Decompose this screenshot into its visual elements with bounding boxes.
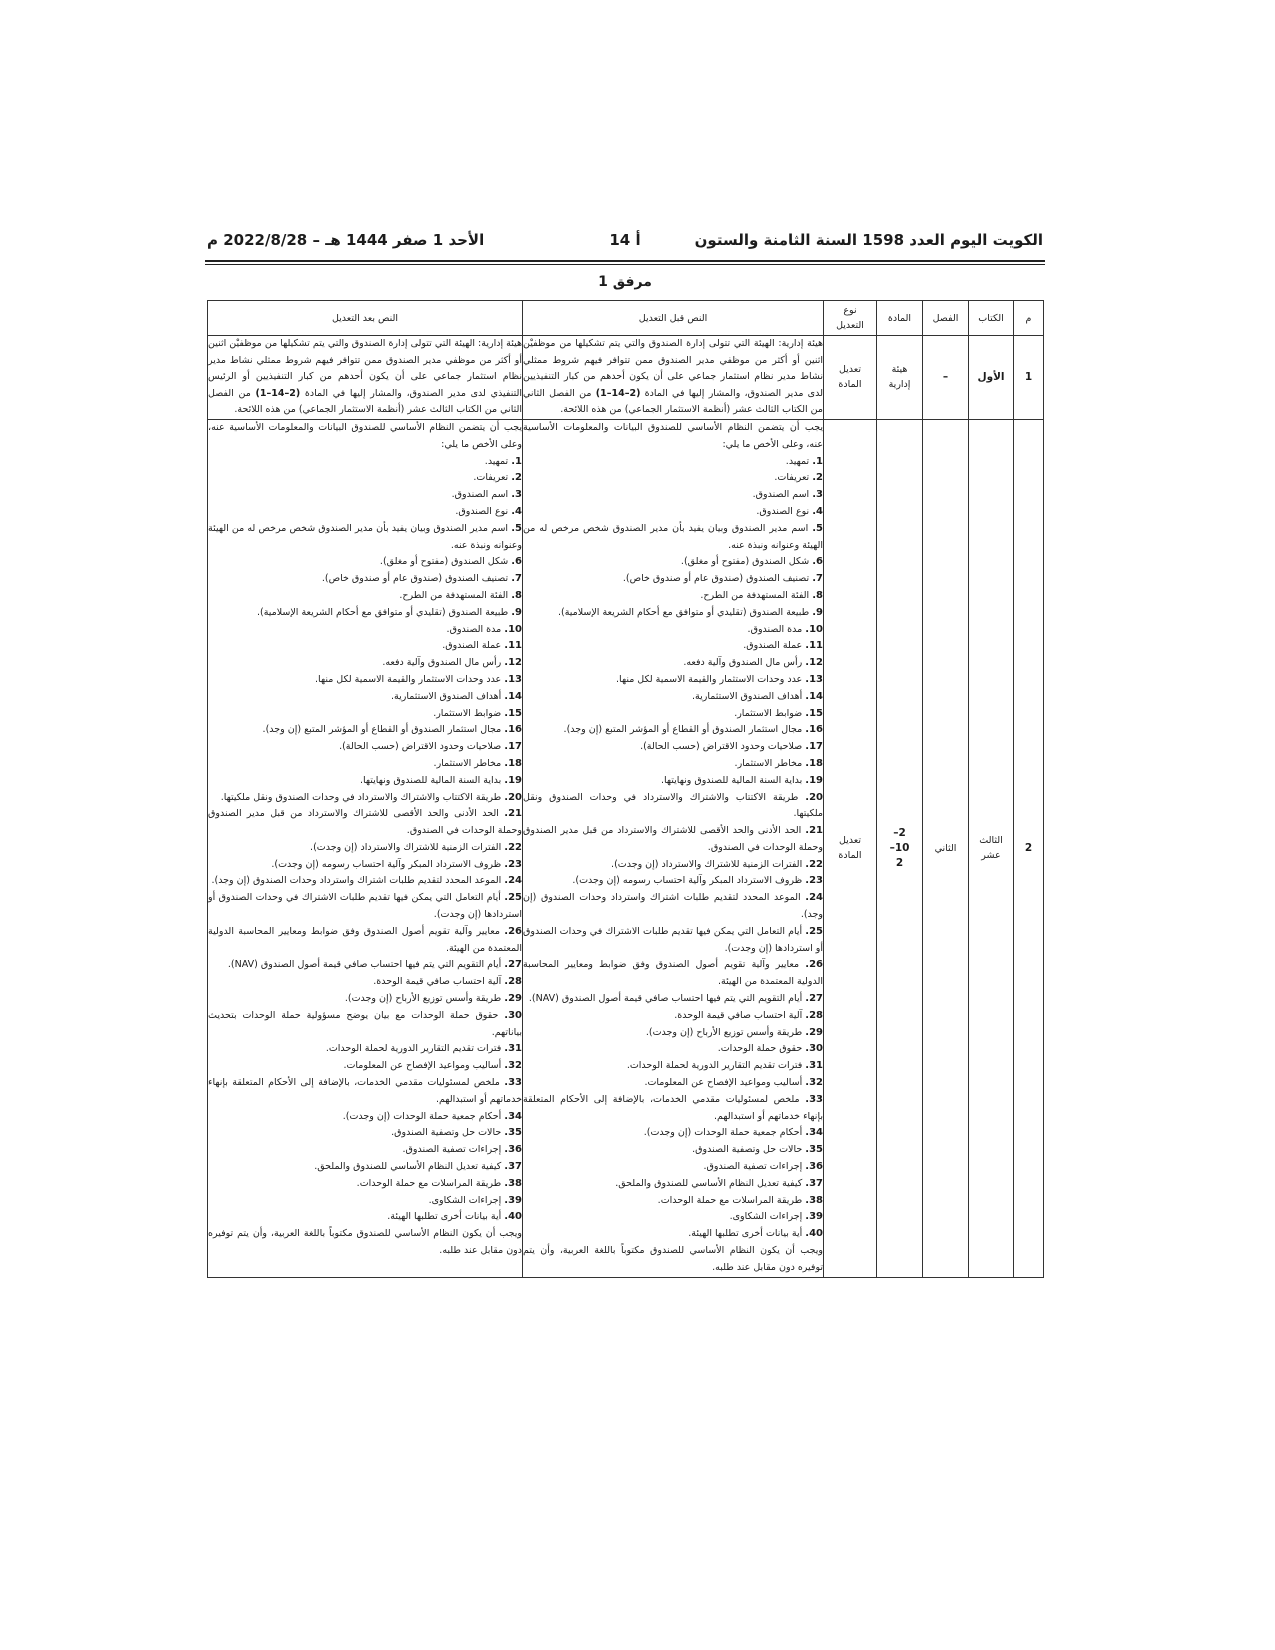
article-reference: (2–14–1) xyxy=(595,387,641,399)
list-item xyxy=(523,1193,823,1210)
list-item xyxy=(208,806,522,840)
list-item-number: 37. xyxy=(805,1177,823,1189)
table-header-row xyxy=(208,301,1044,336)
issue-info: الكويت اليوم العدد 1598 السنة الثامنة والستون xyxy=(694,231,1043,249)
list-item xyxy=(523,1125,823,1142)
list-item-text: معايير وآلية تقويم أصول الصندوق وفق ضوابط ومعايير المحاسبة الدولية المعتمدة من الهيئة. xyxy=(523,959,823,988)
list-item-text: طريقة وأسس توزيع الأرباح (إن وجدت). xyxy=(344,993,502,1005)
list-item-text: مدة الصندوق. xyxy=(747,623,803,635)
list-item-number: 18. xyxy=(504,757,522,769)
list-item xyxy=(523,1008,823,1025)
list-item xyxy=(523,1142,823,1159)
list-item xyxy=(208,1142,522,1159)
header-book: الكتاب xyxy=(969,301,1014,336)
list-item-text: شكل الصندوق (مفتوح أو مغلق). xyxy=(680,556,810,568)
text-after-cell xyxy=(208,336,523,420)
list-item-text: كيفية تعديل النظام الأساسي للصندوق والملحق. xyxy=(314,1161,502,1173)
list-item xyxy=(523,1092,823,1126)
list-item-text: الفترات الزمنية للاشتراك والاسترداد (إن وجدت). xyxy=(611,858,803,870)
list-item-text: ملخص لمسئوليات مقدمي الخدمات، بالإضافة إلى الأحكام المتعلقة بإنهاء خدماتهم أو استبدالهم. xyxy=(523,1093,823,1122)
list-item-text: الموعد المحدد لتقديم طلبات اشتراك واسترداد وحدات الصندوق (إن وجد). xyxy=(523,892,823,921)
list-item-number: 8. xyxy=(511,589,522,601)
list-item-text: اسم الصندوق. xyxy=(451,489,509,501)
list-item-text: الموعد المحدد لتقديم طلبات اشتراك واسترداد وحدات الصندوق (إن وجد). xyxy=(211,875,502,887)
list-item-text: صلاحيات وحدود الاقتراض (حسب الحالة). xyxy=(640,741,803,753)
list-item xyxy=(208,470,522,487)
list-item-text: تصنيف الصندوق (صندوق عام أو صندوق خاص). xyxy=(622,573,810,585)
row-chapter: الثاني xyxy=(934,842,957,854)
list-item xyxy=(208,1041,522,1058)
list-item xyxy=(523,487,823,504)
list-item-text: طريقة المراسلات مع حملة الوحدات. xyxy=(356,1177,502,1189)
list-item-number: 11. xyxy=(504,640,522,652)
row-book-cell xyxy=(969,419,1014,1277)
header-chapter: الفصل xyxy=(923,301,969,336)
list-item xyxy=(523,957,823,991)
list-item xyxy=(208,840,522,857)
list-item-text: تمهيد. xyxy=(484,455,509,467)
list-item-number: 1. xyxy=(812,455,823,467)
list-item-number: 21. xyxy=(504,808,522,820)
list-item xyxy=(208,605,522,622)
list-item-number: 20. xyxy=(504,791,522,803)
row-chapter-cell xyxy=(923,419,969,1277)
list-item-text: نوع الصندوق. xyxy=(756,505,810,517)
header-article: المادة xyxy=(877,301,923,336)
row-book: الثالث عشر xyxy=(979,835,1003,862)
attachment-title: مرفق 1 xyxy=(598,274,652,290)
list-item-text: اسم مدير الصندوق وبيان يفيد بأن مدير الصندوق شخص مرخص له من الهيئة وعنوانه ونبذة عنه. xyxy=(208,522,522,551)
list-item-number: 30. xyxy=(504,1009,522,1021)
row-article-cell xyxy=(877,336,923,420)
list-item-text: ظروف الاسترداد المبكر وآلية احتساب رسومه (إن وجدت). xyxy=(572,875,803,887)
list-item-text: الحد الأدنى والحد الأقصى للاشتراك والاسترداد من قبل مدير الصندوق وحملة الوحدات في الصندوق. xyxy=(523,825,823,853)
list-item-number: 14. xyxy=(805,690,823,702)
list-item xyxy=(208,924,522,958)
list-item-text: آلية احتساب صافي قيمة الوحدة. xyxy=(674,1009,803,1021)
list-item-number: 2. xyxy=(812,472,823,484)
article-reference: (2–14–1) xyxy=(255,387,301,399)
list-item-text: فترات تقديم التقارير الدورية لحملة الوحدات. xyxy=(626,1060,803,1072)
list-item-text: معايير وآلية تقويم أصول الصندوق وفق ضوابط ومعايير المحاسبة الدولية المعتمدة من الهيئة. xyxy=(208,925,522,954)
list-item-number: 22. xyxy=(805,858,823,870)
list-item-number: 30. xyxy=(805,1043,823,1055)
list-item xyxy=(208,1008,522,1042)
list-item-text: عملة الصندوق. xyxy=(442,640,502,652)
list-item-text: أيام التقويم التي يتم فيها احتساب صافي قيمة أصول الصندوق (NAV). xyxy=(227,959,502,971)
list-item xyxy=(523,924,823,958)
list-item-number: 5. xyxy=(511,522,522,534)
list-item xyxy=(208,706,522,723)
list-item-number: 31. xyxy=(805,1060,823,1072)
list-item-text: حالات حل وتصفية الصندوق. xyxy=(391,1127,502,1139)
list-item-number: 16. xyxy=(805,724,823,736)
list-item-text: إجراءات تصفية الصندوق. xyxy=(703,1161,803,1173)
list-item-text: طبيعة الصندوق (تقليدي أو متوافق مع أحكام الشريعة الإسلامية). xyxy=(256,606,509,618)
row-type: تعديل المادة xyxy=(838,364,862,391)
list-item xyxy=(208,739,522,756)
list-item-text: أية بيانات أخرى تطلبها الهيئة. xyxy=(387,1211,502,1223)
list-item-number: 16. xyxy=(504,724,522,736)
list-item-number: 17. xyxy=(504,741,522,753)
list-item-text: رأس مال الصندوق وآلية دفعه. xyxy=(683,657,803,669)
list-item xyxy=(523,554,823,571)
list-item-text: حقوق حملة الوحدات. xyxy=(717,1043,803,1055)
table-row xyxy=(208,419,1044,1277)
list-item-text: طريقة الاكتتاب والاشتراك والاسترداد في وحدات الصندوق ونقل ملكيتها. xyxy=(220,791,502,803)
list-item-number: 13. xyxy=(805,673,823,685)
header-double-rule xyxy=(205,260,1045,265)
row-book: الأول xyxy=(977,371,1005,384)
list-item-number: 27. xyxy=(504,959,522,971)
list-item xyxy=(523,588,823,605)
list-item-number: 9. xyxy=(511,606,522,618)
list-item-text: طريقة وأسس توزيع الأرباح (إن وجدت). xyxy=(645,1026,803,1038)
list-item-number: 10. xyxy=(805,623,823,635)
list-item-number: 4. xyxy=(511,505,522,517)
list-item-text: فترات تقديم التقارير الدورية لحملة الوحدات. xyxy=(325,1043,502,1055)
list-item-number: 33. xyxy=(805,1093,824,1105)
list-item-number: 37. xyxy=(504,1161,522,1173)
list-item xyxy=(523,722,823,739)
text-before-intro: يجب أن يتضمن النظام الأساسي للصندوق البيانات والمعلومات الأساسية عنه، وعلى الأخص ما يلي: xyxy=(523,421,823,450)
list-item-text: طبيعة الصندوق (تقليدي أو متوافق مع أحكام الشريعة الإسلامية). xyxy=(557,606,810,618)
row-article-cell xyxy=(877,419,923,1277)
header-no: م xyxy=(1014,301,1044,336)
text-after-closing: ويجب أن يكون النظام الأساسي للصندوق مكتوباً باللغة العربية، وأن يتم توفيره دون مقابل عند طلبه. xyxy=(208,1228,522,1257)
list-item-number: 24. xyxy=(805,892,823,904)
list-item-text: رأس مال الصندوق وآلية دفعه. xyxy=(382,657,502,669)
list-item xyxy=(523,890,823,924)
text-after-items xyxy=(208,454,522,1227)
text-after-paragraph xyxy=(208,336,522,419)
list-item-number: 32. xyxy=(805,1077,823,1089)
list-item xyxy=(208,722,522,739)
list-item xyxy=(208,521,522,555)
list-item-number: 33. xyxy=(504,1077,522,1089)
list-item xyxy=(523,470,823,487)
list-item xyxy=(208,1075,522,1109)
list-item-text: بداية السنة المالية للصندوق ونهايتها. xyxy=(360,774,502,786)
list-item-number: 39. xyxy=(805,1211,823,1223)
list-item xyxy=(523,689,823,706)
list-item-text: مخاطر الاستثمار. xyxy=(734,757,803,769)
list-item-text: طريقة المراسلات مع حملة الوحدات. xyxy=(657,1194,803,1206)
list-item xyxy=(208,1193,522,1210)
list-item-number: 10. xyxy=(504,623,522,635)
list-item-number: 22. xyxy=(504,841,522,853)
list-item-text: الفئة المستهدفة من الطرح. xyxy=(399,589,509,601)
list-item-number: 31. xyxy=(504,1043,522,1055)
list-item xyxy=(523,773,823,790)
list-item-number: 4. xyxy=(812,505,823,517)
list-item xyxy=(523,873,823,890)
list-item-number: 7. xyxy=(812,573,823,585)
list-item-text: ظروف الاسترداد المبكر وآلية احتساب رسومه (إن وجدت). xyxy=(271,858,502,870)
list-item-number: 38. xyxy=(504,1177,522,1189)
header-type-cell xyxy=(824,301,877,336)
list-item xyxy=(523,706,823,723)
header-before: النص قبل التعديل xyxy=(523,301,824,336)
text-after-cell xyxy=(208,419,523,1277)
issue-date: الأحد 1 صفر 1444 هـ – 2022/8/28 م xyxy=(207,231,485,249)
text-before-cell xyxy=(523,336,824,420)
list-item xyxy=(208,873,522,890)
list-item-text: الفترات الزمنية للاشتراك والاسترداد (إن وجدت). xyxy=(310,841,502,853)
list-item xyxy=(523,521,823,555)
text-before-closing: ويجب أن يكون النظام الأساسي للصندوق مكتوباً باللغة العربية، وأن يتم توفيره دون مقابل عند طلبه. xyxy=(523,1245,823,1273)
list-item xyxy=(208,790,522,807)
list-item-number: 13. xyxy=(504,673,522,685)
list-item-text: إجراءات الشكاوى. xyxy=(729,1211,803,1223)
page-number: أ 14 xyxy=(609,231,641,249)
list-item xyxy=(523,638,823,655)
list-item-number: 18. xyxy=(805,757,823,769)
list-item xyxy=(523,454,823,471)
list-item xyxy=(208,504,522,521)
list-item xyxy=(523,672,823,689)
list-item-number: 24. xyxy=(504,875,522,887)
list-item xyxy=(523,1209,823,1226)
text-before-cell xyxy=(523,419,824,1277)
list-item-number: 26. xyxy=(805,959,823,971)
list-item xyxy=(208,957,522,974)
row-chapter-cell xyxy=(923,336,969,420)
list-item-text: نوع الصندوق. xyxy=(455,505,509,517)
list-item-number: 14. xyxy=(504,690,522,702)
list-item-text: عدد وحدات الاستثمار والقيمة الاسمية لكل منها. xyxy=(616,673,803,685)
list-item xyxy=(208,554,522,571)
list-item-number: 28. xyxy=(805,1009,823,1021)
list-item-text: الفئة المستهدفة من الطرح. xyxy=(700,589,810,601)
list-item xyxy=(208,773,522,790)
list-item xyxy=(208,974,522,991)
list-item-text: تعريفات. xyxy=(774,472,810,484)
list-item-number: 17. xyxy=(805,741,823,753)
list-item-number: 3. xyxy=(511,489,522,501)
list-item-number: 23. xyxy=(805,875,823,887)
list-item-number: 12. xyxy=(504,657,522,669)
row-type-cell xyxy=(824,336,877,420)
list-item xyxy=(523,504,823,521)
list-item-number: 7. xyxy=(511,573,522,585)
table-row xyxy=(208,336,1044,420)
list-item-number: 32. xyxy=(504,1060,522,1072)
list-item xyxy=(523,1058,823,1075)
list-item xyxy=(208,655,522,672)
list-item xyxy=(208,1058,522,1075)
list-item-text: بداية السنة المالية للصندوق ونهايتها. xyxy=(661,774,803,786)
list-item-text: ضوابط الاستثمار. xyxy=(734,707,803,719)
list-item-number: 29. xyxy=(504,993,522,1005)
list-item xyxy=(208,672,522,689)
list-item-number: 34. xyxy=(504,1110,522,1122)
list-item xyxy=(523,991,823,1008)
list-item xyxy=(523,790,823,824)
list-item-number: 15. xyxy=(805,707,823,719)
list-item xyxy=(208,1176,522,1193)
list-item xyxy=(523,1226,823,1243)
list-item-text: أساليب ومواعيد الإفصاح عن المعلومات. xyxy=(343,1060,502,1072)
list-item-number: 6. xyxy=(812,556,823,568)
header-type: نوع التعديل xyxy=(836,305,864,331)
row-type-cell xyxy=(824,419,877,1277)
list-item-text: أيام التقويم التي يتم فيها احتساب صافي قيمة أصول الصندوق (NAV). xyxy=(528,993,803,1005)
list-item-number: 35. xyxy=(805,1144,823,1156)
row-book-cell xyxy=(969,336,1014,420)
row-article: 2–10–2 xyxy=(889,826,910,869)
text-before-paragraph xyxy=(523,336,823,419)
list-item-number: 34. xyxy=(805,1127,823,1139)
list-item xyxy=(208,689,522,706)
list-item-number: 3. xyxy=(812,489,823,501)
list-item xyxy=(208,991,522,1008)
list-item xyxy=(208,1109,522,1126)
list-item-text: ضوابط الاستثمار. xyxy=(433,707,502,719)
list-item xyxy=(523,622,823,639)
header-after: النص بعد التعديل xyxy=(208,301,523,336)
list-item-number: 6. xyxy=(511,556,522,568)
row-no: 2 xyxy=(1024,842,1033,855)
text-after-post: من الفصل الثاني من الكتاب الثالث عشر (أنظمة الاستثمار الجماعي) من هذه اللائحة. xyxy=(208,387,522,416)
list-item-text: اسم الصندوق. xyxy=(752,489,810,501)
text-before-items xyxy=(523,454,823,1243)
list-item-text: أحكام جمعية حملة الوحدات (إن وجدت). xyxy=(643,1127,803,1139)
list-item-number: 21. xyxy=(805,825,823,837)
text-after-intro: يجب أن يتضمن النظام الأساسي للصندوق البيانات والمعلومات الأساسية عنه، وعلى الأخص ما يلي: xyxy=(208,421,522,450)
list-item xyxy=(208,756,522,773)
list-item-text: حقوق حملة الوحدات مع بيان يوضح مسؤولية حملة الوحدات بتحديث بياناتهم. xyxy=(208,1009,522,1038)
list-item-number: 5. xyxy=(812,522,823,534)
list-item-number: 25. xyxy=(504,892,522,904)
row-type: تعديل المادة xyxy=(838,835,862,862)
list-item xyxy=(523,1176,823,1193)
list-item xyxy=(208,638,522,655)
list-item-number: 29. xyxy=(805,1026,823,1038)
row-no-cell xyxy=(1014,336,1044,420)
row-chapter: – xyxy=(942,371,949,384)
list-item-text: عدد وحدات الاستثمار والقيمة الاسمية لكل منها. xyxy=(315,673,502,685)
text-before-post: من الفصل الثاني من الكتاب الثالث عشر (أنظمة الاستثمار الجماعي) من هذه اللائحة. xyxy=(523,387,823,416)
list-item-number: 38. xyxy=(805,1194,823,1206)
list-item-text: مجال استثمار الصندوق أو القطاع أو المؤشر المتبع (إن وجد). xyxy=(262,724,502,736)
list-item xyxy=(208,588,522,605)
list-item xyxy=(523,1041,823,1058)
list-item-text: ملخص لمسئوليات مقدمي الخدمات، بالإضافة إلى الأحكام المتعلقة بإنهاء خدماتهم أو استبدالهم. xyxy=(208,1077,522,1105)
list-item-text: شكل الصندوق (مفتوح أو مغلق). xyxy=(379,556,509,568)
list-item-number: 25. xyxy=(805,925,823,937)
list-item xyxy=(523,857,823,874)
list-item-number: 35. xyxy=(504,1127,522,1139)
list-item xyxy=(523,1159,823,1176)
list-item-text: أحكام جمعية حملة الوحدات (إن وجدت). xyxy=(342,1110,502,1122)
list-item-text: أهداف الصندوق الاستثمارية. xyxy=(692,690,803,702)
list-item xyxy=(523,823,823,857)
list-item-number: 19. xyxy=(805,774,823,786)
list-item-number: 9. xyxy=(812,606,823,618)
list-item-text: تمهيد. xyxy=(785,455,810,467)
row-article: هيئة إدارية xyxy=(888,364,911,391)
list-item-text: كيفية تعديل النظام الأساسي للصندوق والملحق. xyxy=(615,1177,803,1189)
list-item-number: 27. xyxy=(805,993,823,1005)
list-item-text: أيام التعامل التي يمكن فيها تقديم طلبات الاشتراك في وحدات الصندوق أو استردادها (إن وجدت). xyxy=(523,925,823,954)
amendments-table xyxy=(207,300,1044,1278)
row-no-cell xyxy=(1014,419,1044,1277)
list-item xyxy=(523,605,823,622)
list-item-number: 36. xyxy=(805,1161,823,1173)
list-item-text: مدة الصندوق. xyxy=(446,623,502,635)
list-item-number: 23. xyxy=(504,858,522,870)
list-item-text: تعريفات. xyxy=(473,472,509,484)
list-item-number: 36. xyxy=(504,1144,522,1156)
list-item xyxy=(208,1209,522,1226)
list-item-number: 19. xyxy=(504,774,522,786)
list-item xyxy=(208,454,522,471)
list-item xyxy=(523,1075,823,1092)
list-item-number: 40. xyxy=(805,1228,823,1240)
text-after-pre: هيئة إدارية: الهيئة التي تتولى إدارة الصندوق والتي يتم تشكيلها من موظفيْن اثنين أو أكثر من موظفي مدير الصندوق ممن تتوافر فيهم شروط ممثلي نشاط مدير نظام استثمار جماعي على أن يكون أحدهم من كبار التنفيذيين أو الرئيس التنفيذي لدى مدير الصندوق، والمشار إليها في المادة xyxy=(208,338,522,399)
list-item xyxy=(208,1159,522,1176)
list-item xyxy=(523,739,823,756)
list-item-number: 11. xyxy=(805,640,823,652)
list-item xyxy=(523,571,823,588)
list-item-text: مجال استثمار الصندوق أو القطاع أو المؤشر المتبع (إن وجد). xyxy=(563,724,803,736)
list-item-text: الحد الأدنى والحد الأقصى للاشتراك والاسترداد من قبل مدير الصندوق وحملة الوحدات في الصندوق. xyxy=(208,808,522,837)
list-item-number: 28. xyxy=(504,976,522,988)
list-item-number: 8. xyxy=(812,589,823,601)
list-item xyxy=(208,571,522,588)
list-item-number: 15. xyxy=(504,707,522,719)
list-item-text: طريقة الاكتتاب والاشتراك والاسترداد في وحدات الصندوق ونقل ملكيتها. xyxy=(523,791,823,820)
list-item-number: 39. xyxy=(504,1194,522,1206)
list-item-text: أيام التعامل التي يمكن فيها تقديم طلبات الاشتراك في وحدات الصندوق أو استردادها (إن وجدت). xyxy=(208,892,522,921)
list-item-text: مخاطر الاستثمار. xyxy=(433,757,502,769)
list-item-number: 26. xyxy=(504,925,522,937)
list-item xyxy=(208,487,522,504)
list-item-text: أية بيانات أخرى تطلبها الهيئة. xyxy=(688,1228,803,1240)
text-before-pre: هيئة إدارية: الهيئة التي تتولى إدارة الصندوق والتي يتم تشكيلها من موظفيْن اثنين أو أكثر من موظفي مدير الصندوق ممن تتوافر فيهم شروط ممثلي نشاط مدير نظام استثمار جماعي على أن يكون أحدهم من كبار التنفيذيين لدى مدير الصندوق، والمشار إليها في المادة xyxy=(523,338,823,399)
list-item xyxy=(523,1025,823,1042)
list-item-text: اسم مدير الصندوق وبيان يفيد بأن مدير الصندوق شخص مرخص له من الهيئة وعنوانه ونبذة عنه. xyxy=(523,522,823,551)
list-item-text: أساليب ومواعيد الإفصاح عن المعلومات. xyxy=(644,1077,803,1089)
list-item-text: حالات حل وتصفية الصندوق. xyxy=(692,1144,803,1156)
list-item-number: 2. xyxy=(511,472,522,484)
row-no: 1 xyxy=(1024,371,1033,384)
list-item-text: أهداف الصندوق الاستثمارية. xyxy=(391,690,502,702)
list-item xyxy=(523,655,823,672)
list-item-number: 40. xyxy=(504,1211,522,1223)
page-header xyxy=(207,227,1043,253)
list-item xyxy=(208,890,522,924)
list-item-text: إجراءات الشكاوى. xyxy=(428,1194,502,1206)
list-item-text: صلاحيات وحدود الاقتراض (حسب الحالة). xyxy=(339,741,502,753)
list-item-number: 12. xyxy=(805,657,823,669)
list-item xyxy=(208,1125,522,1142)
list-item-number: 1. xyxy=(511,455,522,467)
list-item xyxy=(208,857,522,874)
list-item-text: عملة الصندوق. xyxy=(743,640,803,652)
list-item-text: إجراءات تصفية الصندوق. xyxy=(402,1144,502,1156)
list-item-text: آلية احتساب صافي قيمة الوحدة. xyxy=(373,976,502,988)
list-item xyxy=(208,622,522,639)
list-item xyxy=(523,756,823,773)
list-item-number: 20. xyxy=(805,791,823,803)
list-item-text: تصنيف الصندوق (صندوق عام أو صندوق خاص). xyxy=(321,573,509,585)
